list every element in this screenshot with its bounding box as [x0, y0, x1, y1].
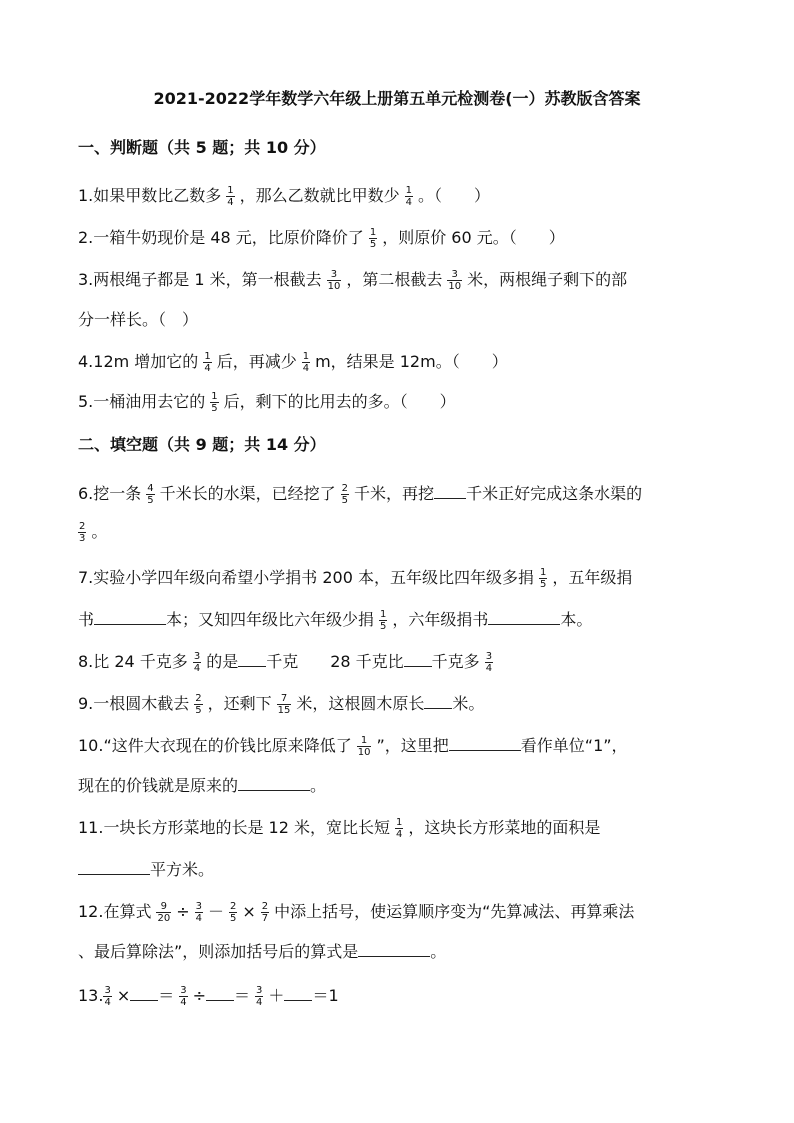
q11-answer-blank[interactable]: [78, 858, 150, 875]
question-6: [78, 482, 728, 506]
question-7: [78, 566, 728, 590]
q7-answer-blank-2[interactable]: [488, 608, 560, 625]
q12-text: 、最后算除法”，则添加括号后的算式是: [78, 942, 359, 961]
q4-text: m，结果是 12m。（ ）: [315, 352, 508, 371]
q9-text: ，还剩下: [207, 694, 272, 713]
divide-sign: ÷: [192, 986, 207, 1005]
question-10-continued: [78, 774, 728, 798]
multiply-sign: ×: [242, 902, 256, 921]
equals-sign: ＝: [158, 986, 175, 1005]
fraction-3-4: $\frac{3}{4}$: [195, 901, 202, 924]
q7-text: 本；又知四年级比六年级少捐: [166, 610, 375, 629]
fraction-2-7: $\frac{2}{7}$: [261, 901, 269, 924]
q9-text: 9.一根圆木截去: [78, 694, 190, 713]
q11-text: 平方米。: [150, 860, 215, 879]
fraction-1-10: $\frac{1}{10}$: [357, 735, 371, 758]
fraction-1-4: $\frac{1}{4}$: [395, 817, 403, 840]
q10-text: 。: [310, 776, 327, 795]
fraction-3-10: $\frac{3}{10}$: [327, 269, 341, 292]
fraction-3-4: $\frac{3}{4}$: [104, 985, 111, 1008]
minus-sign: －: [207, 902, 224, 921]
q3-text: 分一样长。（ ）: [78, 310, 199, 329]
fraction-1-5: $\frac{1}{5}$: [380, 609, 387, 632]
q8-text: 8.比 24 千克多: [78, 652, 188, 671]
q1-text: 1.如果甲数比乙数多: [78, 186, 222, 205]
question-2: [78, 226, 728, 250]
q8-text: 千克: [266, 652, 299, 671]
fraction-1-5: $\frac{1}{5}$: [539, 567, 547, 590]
section-heading-judgement: 一、判断题（共 5 题；共 10 分）: [78, 138, 326, 157]
q5-text: 5.一桶油用去它的: [78, 392, 206, 411]
question-10: [78, 734, 728, 758]
q13-result: ＝1: [312, 986, 339, 1005]
q7-answer-blank-1[interactable]: [94, 608, 166, 625]
q6-text: 6.挖一条: [78, 484, 142, 503]
q6-answer-blank[interactable]: [434, 482, 466, 499]
q6-text: 千米正好完成这条水渠的: [466, 484, 643, 503]
fraction-3-4: $\frac{3}{4}$: [180, 985, 187, 1008]
fraction-2-5: $\frac{2}{5}$: [341, 483, 349, 506]
fraction-3-10: $\frac{3}{10}$: [448, 269, 462, 292]
q9-answer-blank[interactable]: [424, 692, 452, 709]
q7-text: 7.实验小学四年级向希望小学捐书 200 本，五年级比四年级多捐: [78, 568, 534, 587]
plus-sign: ＋: [268, 986, 285, 1005]
q3-text: ，第二根截去: [346, 270, 443, 289]
q10-text: 看作单位“1”，: [520, 736, 628, 755]
equals-sign: ＝: [234, 986, 251, 1005]
q10-text: ”，这里把: [376, 736, 449, 755]
question-7-continued: [78, 608, 728, 632]
q2-text: ，则原价 60 元。（ ）: [382, 228, 565, 247]
q10-answer-blank-1[interactable]: [449, 734, 521, 751]
q4-text: 后，再减少: [216, 352, 297, 371]
question-9: [78, 692, 728, 716]
fraction-1-5: $\frac{1}{5}$: [369, 227, 377, 250]
fraction-9-20: $\frac{9}{20}$: [157, 901, 171, 924]
q1-answer-bracket: 。（ ）: [418, 186, 491, 205]
multiply-sign: ×: [116, 986, 131, 1005]
q12-text: 。: [430, 942, 447, 961]
fraction-4-5: $\frac{4}{5}$: [147, 483, 154, 506]
question-5: [78, 390, 728, 414]
q11-text: 11.一块长方形菜地的长是 12 米，宽比长短: [78, 818, 390, 837]
q9-text: 米。: [452, 694, 485, 713]
q1-text: ，那么乙数就比甲数少: [239, 186, 400, 205]
q11-text: ，这块长方形菜地的面积是: [408, 818, 601, 837]
q13-answer-blank-3[interactable]: [284, 984, 312, 1001]
question-13: [78, 984, 728, 1008]
q7-text: 书: [78, 610, 95, 629]
q9-text: 米，这根圆木原长: [296, 694, 425, 713]
question-1: [78, 184, 728, 208]
q12-answer-blank[interactable]: [358, 940, 430, 957]
question-3-continued: [78, 308, 728, 332]
section-heading-fill-blank: 二、填空题（共 9 题；共 14 分）: [78, 435, 326, 454]
q8-text: 28 千克比: [330, 652, 404, 671]
fraction-3-4: $\frac{3}{4}$: [193, 651, 201, 674]
question-6-continued: [78, 520, 728, 544]
q2-text: 2.一箱牛奶现价是 48 元，比原价降价了: [78, 228, 364, 247]
q13-answer-blank-2[interactable]: [206, 984, 234, 1001]
q13-answer-blank-1[interactable]: [130, 984, 158, 1001]
q10-answer-blank-2[interactable]: [238, 774, 310, 791]
q10-text: 现在的价钱就是原来的: [78, 776, 239, 795]
q8-text: 的是: [206, 652, 239, 671]
q12-text: 12.在算式: [78, 902, 152, 921]
q13-number: 13.: [78, 986, 104, 1005]
q8-answer-blank-1[interactable]: [238, 650, 266, 667]
divide-sign: ÷: [176, 902, 190, 921]
q3-text: 米，两根绳子剩下的部: [467, 270, 628, 289]
fraction-7-15: $\frac{7}{15}$: [277, 693, 291, 716]
question-8: [78, 650, 728, 674]
q4-text: 4.12m 增加它的: [78, 352, 199, 371]
fraction-2-5: $\frac{2}{5}$: [229, 901, 237, 924]
page-title: 2021-2022学年数学六年级上册第五单元检测卷(一）苏教版含答案: [153, 89, 641, 108]
q7-text: ，六年级捐书: [392, 610, 489, 629]
question-12-continued: [78, 940, 728, 964]
fraction-2-3: $\frac{2}{3}$: [79, 521, 86, 544]
q3-text: 3.两根绳子都是 1 米，第一根截去: [78, 270, 322, 289]
q8-text: 千克多: [431, 652, 480, 671]
question-11-continued: [78, 858, 728, 882]
q6-text: 千米长的水渠，已经挖了: [159, 484, 336, 503]
fraction-2-5: $\frac{2}{5}$: [195, 693, 202, 716]
q7-text: ，五年级捐: [552, 568, 633, 587]
question-11: [78, 816, 728, 840]
q7-text: 本。: [560, 610, 593, 629]
q5-text: 后，剩下的比用去的多。（ ）: [223, 392, 456, 411]
question-4: [78, 350, 728, 374]
q10-text: 10.“这件大衣现在的价钱比原来降低了: [78, 736, 352, 755]
q12-text: 中添上括号，使运算顺序变为“先算减法、再算乘法: [274, 902, 635, 921]
question-12: [78, 900, 728, 924]
q8-answer-blank-2[interactable]: [404, 650, 432, 667]
q6-text: 。: [91, 522, 108, 541]
fraction-1-5: $\frac{1}{5}$: [211, 391, 218, 414]
fraction-1-4: $\frac{1}{4}$: [302, 351, 310, 374]
fraction-1-4: $\frac{1}{4}$: [204, 351, 211, 374]
fraction-1-4: $\frac{1}{4}$: [405, 185, 413, 208]
q6-text: 千米，再挖: [354, 484, 435, 503]
fraction-3-4: $\frac{3}{4}$: [256, 985, 263, 1008]
fraction-3-4: $\frac{3}{4}$: [485, 651, 493, 674]
fraction-1-4: $\frac{1}{4}$: [227, 185, 234, 208]
question-3: [78, 268, 728, 292]
